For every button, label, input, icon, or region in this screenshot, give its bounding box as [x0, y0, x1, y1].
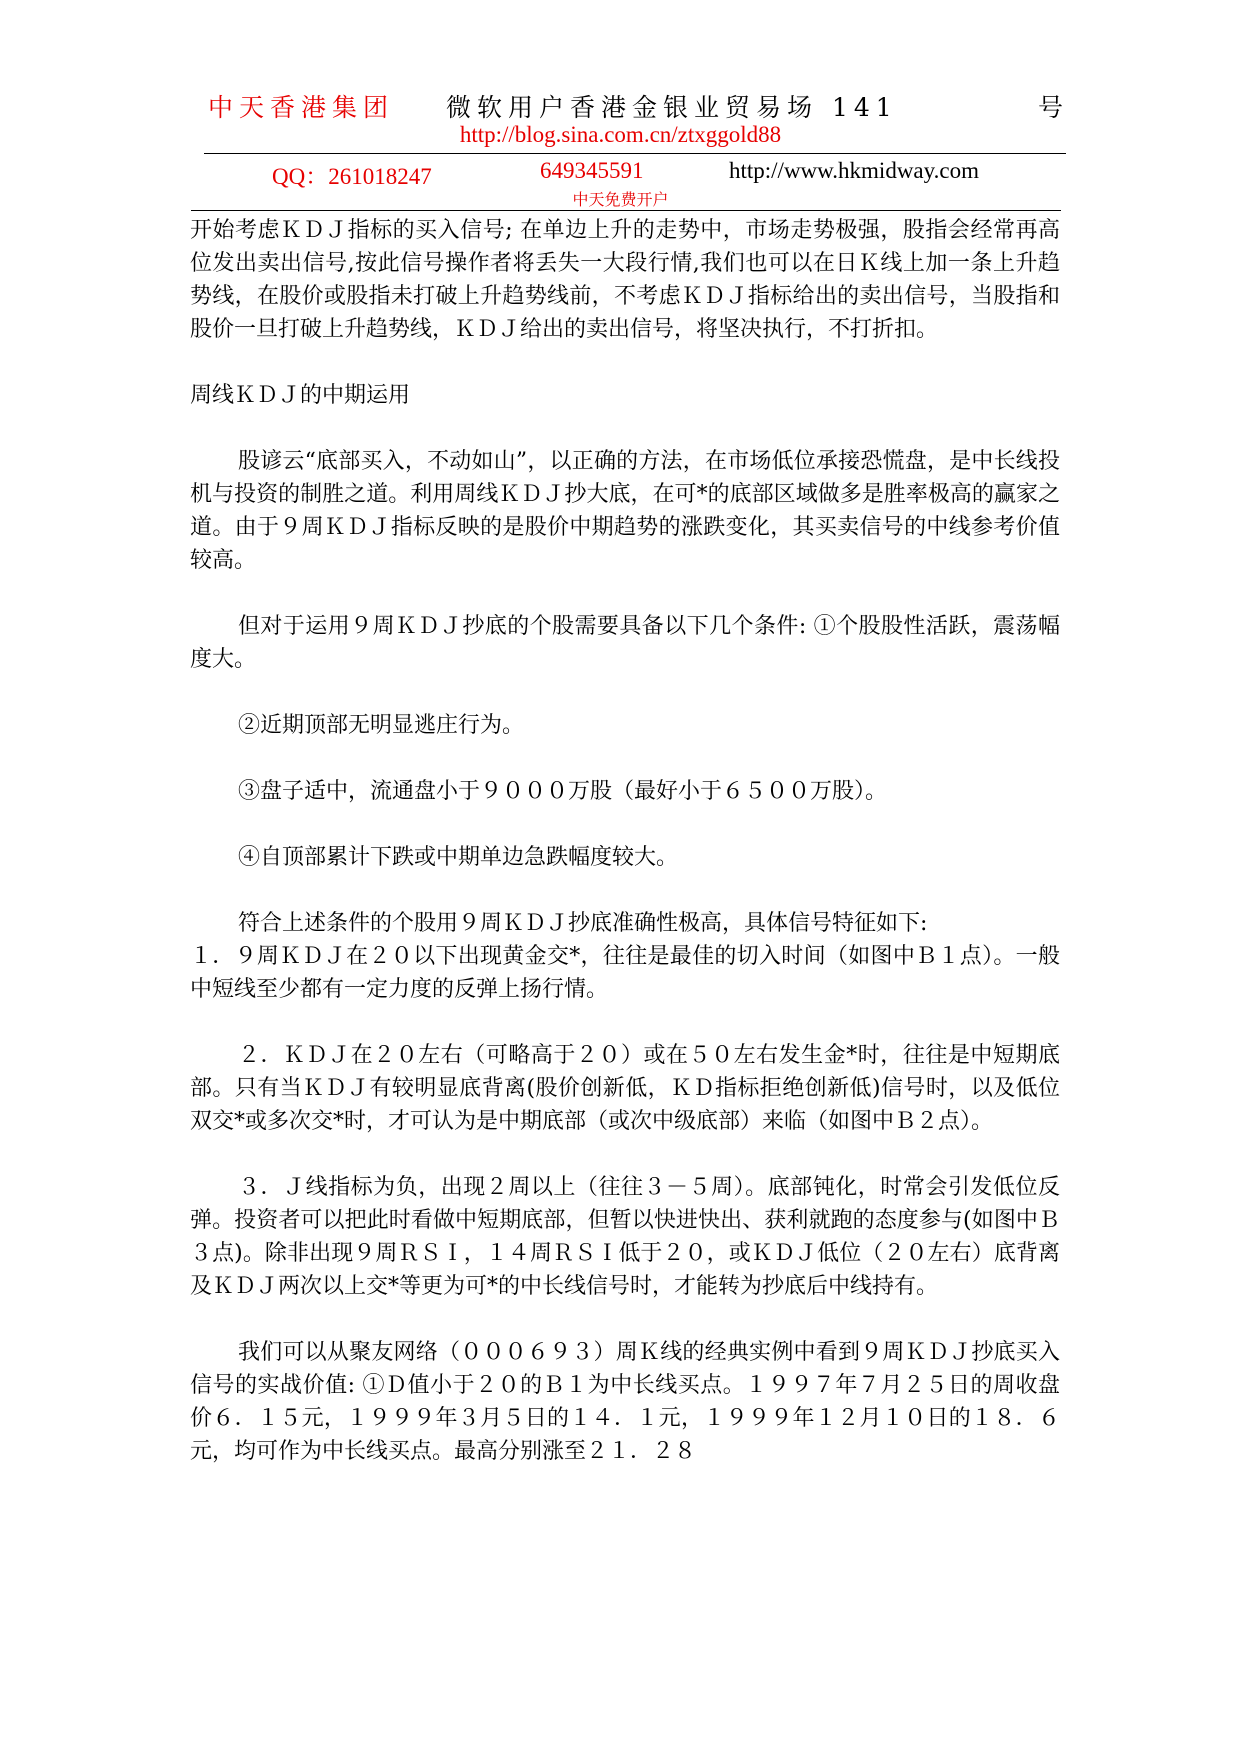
header-divider: [204, 153, 1066, 154]
paragraph: 符合上述条件的个股用９周ＫＤＪ抄底准确性极高，具体信号特征如下:: [238, 911, 928, 936]
list-item: ④自顶部累计下跌或中期单边急跌幅度较大。: [238, 845, 679, 870]
blog-link[interactable]: http://blog.sina.com.cn/ztxggold88: [459, 122, 782, 147]
paragraph: 开始考虑ＫＤＪ指标的买入信号; 在单边上升的走势中，市场走势极强，股指会经常再高位发出卖出信号,按此信号操作者将丢失一大段行情,我们也可以在日Ｋ线上加一条上升趋势线，在股价或股指未打破上升趋势线前，不考虑ＫＤＪ指标给出的卖出信号，当股指和股价一旦打破上升趋势线，ＫＤＪ给出的卖出信号，将坚决执行，不打折扣。: [190, 218, 1060, 342]
list-item: ３．Ｊ线指标为负，出现２周以上（往往３－５周）。底部钝化，时常会引发低位反弹。投资者可以把此时看做中短期底部，但暂以快进快出、获利就跑的态度参与(如图中Ｂ３点)。除非出现９周ＲＳＩ，１４周ＲＳＩ低于２０，或ＫＤＪ低位（２０左右）底背离及ＫＤＪ两次以上交*等更为可*的中长线信号时，才能转为抄底后中线持有。: [190, 1175, 1060, 1299]
number-suffix: 号: [1038, 93, 1064, 122]
paragraph: 股谚云“底部买入，不动如山”，以正确的方法，在市场低位承接恐慌盘，是中长线投机与投资的制胜之道。利用周线ＫＤＪ抄大底，在可*的底部区域做多是胜率极高的赢家之道。由于９周ＫＤＪ指标反映的是股价中期趋势的涨跌变化，其买卖信号的中线参考价值较高。: [190, 449, 1060, 573]
page-header: [0, 0, 1241, 220]
paragraph: 但对于运用９周ＫＤＪ抄底的个股需要具备以下几个条件: ①个股股性活跃，震荡幅度大。: [190, 614, 1060, 672]
list-item: ②近期顶部无明显逃庄行为。: [238, 713, 525, 738]
free-account-link[interactable]: 中天免费开户: [572, 190, 669, 209]
website-link[interactable]: http://www.hkmidway.com: [729, 158, 979, 183]
list-item: ③盘子适中，流通盘小于９０００万股（最好小于６５００万股）。: [238, 779, 888, 804]
header-bottom-divider: [191, 210, 1061, 211]
company-name: 中天香港集团: [208, 93, 395, 122]
section-heading: 周线ＫＤＪ的中期运用: [190, 383, 411, 408]
exchange-membership: 微软用户香港金银业贸易场 141: [446, 93, 898, 122]
list-item: １．９周ＫＤＪ在２０以下出现黄金交*，往往是最佳的切入时间（如图中Ｂ１点）。一般中短线至少都有一定力度的反弹上扬行情。: [190, 944, 1060, 1002]
qq-contact: QQ：261018247: [272, 164, 432, 189]
article-body: [190, 214, 1060, 1468]
list-item: ２．ＫＤＪ在２０左右（可略高于２０）或在５０左右发生金*时，往往是中短期底部。只有当ＫＤＪ有较明显底背离(股价创新低，ＫＤ指标拒绝创新低)信号时，以及低位双交*或多次交*时，才可认为是中期底部（或次中级底部）来临（如图中Ｂ２点）。: [190, 1043, 1060, 1134]
qq-contact-2: 649345591: [540, 158, 644, 183]
paragraph: 我们可以从聚友网络（０００６９３）周Ｋ线的经典实例中看到９周ＫＤＪ抄底买入信号的实战价值: ①Ｄ值小于２０的Ｂ１为中长线买点。１９９７年７月２５日的周收盘价６．１５元，１９９９年３月５日的１４．１元，１９９９年１２月１０日的１８．６元，均可作为中长线买点。最高分别涨至２１．２８: [190, 1340, 1060, 1464]
